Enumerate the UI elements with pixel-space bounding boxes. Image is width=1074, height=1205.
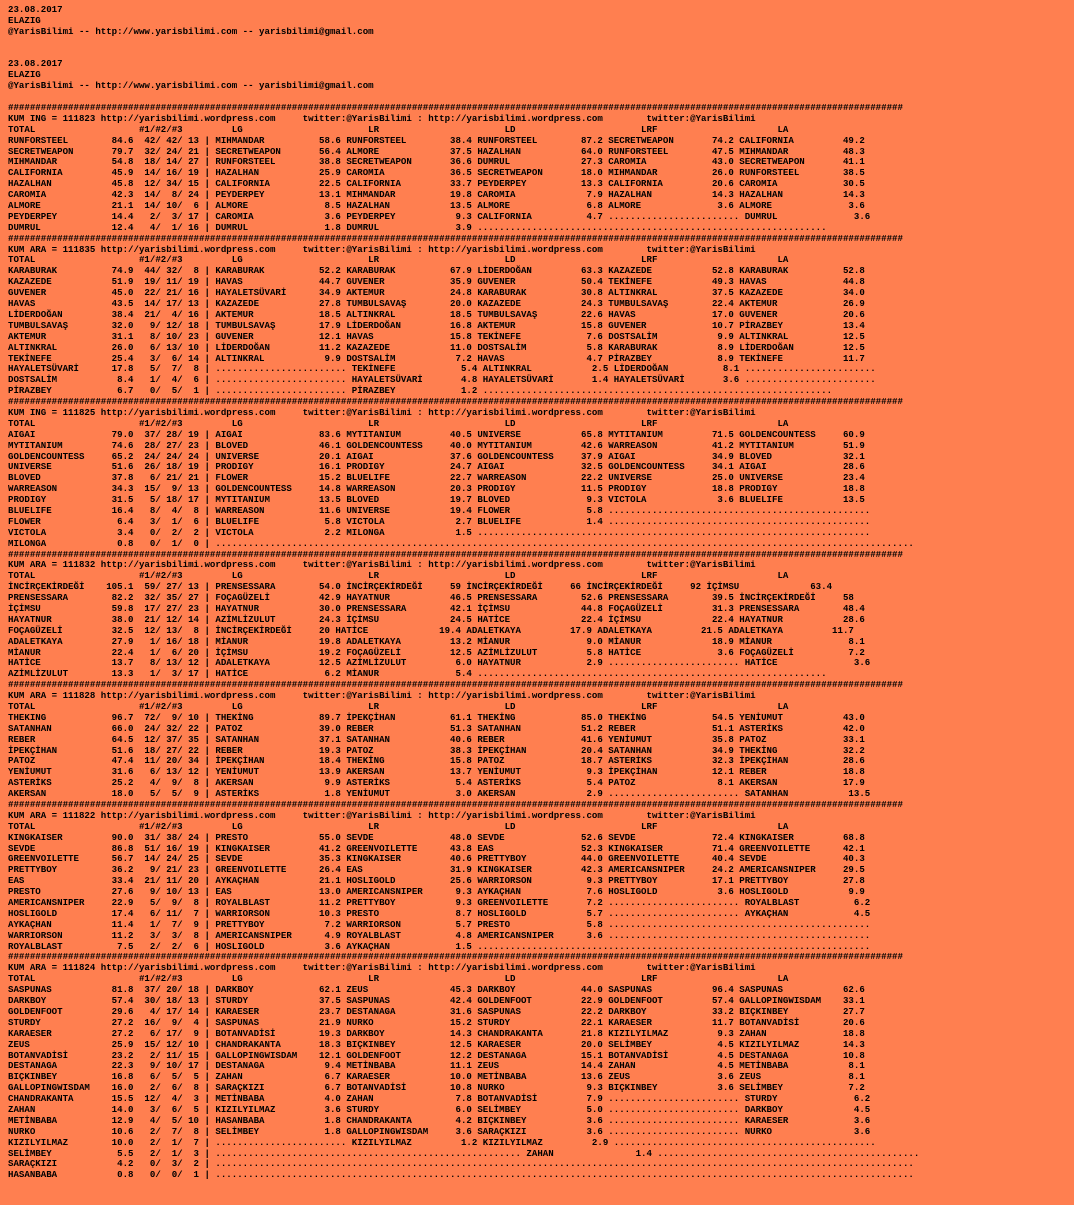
horse-row: SARAÇKIZI 4.2 0/ 3/ 2 | ................................................................................................................................ — [8, 1158, 914, 1170]
horse-row: SATANHAN 66.0 24/ 32/ 22 | PATOZ 39.0 REBER 51.3 SATANHAN 51.2 REBER 51.1 ASTERİKS 42.0 — [8, 722, 865, 734]
column-header: TOTAL #1/#2/#3 LG LR LD LRF LA — [8, 701, 789, 712]
horse-row: DUMRUL 12.4 4/ 1/ 16 | DUMRUL 1.8 DUMRUL 3.9 ................................................................ — [8, 221, 827, 233]
location-name: ELAZIG — [8, 14, 41, 26]
horse-row: HAZALHAN 45.8 12/ 34/ 15 | CALIFORNIA 22.5 CALIFORNIA 33.7 PEYDERPEY 13.3 CALIFORNIA 20.6 CAROMIA 30.5 — [8, 178, 865, 190]
horse-row: VICTOLA 3.4 0/ 2/ 2 | VICTOLA 2.2 MILONGA 1.5 ........................................................................ — [8, 526, 871, 538]
horse-row: AMERICANSNIPER 22.9 5/ 9/ 8 | ROYALBLAST 11.2 PRETTYBOY 9.3 GREENVOILETTE 7.2 ........................ ROYALBLAST 6.2 — [8, 897, 871, 909]
column-header: TOTAL #1/#2/#3 LG LR LD LRF LA — [8, 417, 789, 429]
horse-row: AKTEMUR 31.1 8/ 10/ 23 | GUVENER 12.1 HAVAS 15.8 TEKİNEFE 7.6 DOSTSALİM 9.9 ALTINKRAL 12.5 — [8, 330, 865, 342]
horse-row: ADALETKAYA 27.9 1/ 16/ 18 | MİANUR 19.8 ADALETKAYA 13.2 MİANUR 9.0 MİANUR 18.9 MİANUR 8.1 — [8, 635, 865, 647]
horse-row: BIÇKINBEY 16.8 6/ 5/ 5 | ZAHAN 6.7 KARAESER 10.0 METİNBABA 13.6 ZEUS 3.6 ZEUS 8.1 — [8, 1071, 865, 1083]
horse-row: REBER 64.5 12/ 37/ 35 | SATANHAN 37.1 SATANHAN 40.6 REBER 41.6 YENİUMUT 35.8 PATOZ 33.1 — [8, 733, 865, 745]
horse-row: FLOWER 6.4 3/ 1/ 6 | BLUELIFE 5.8 VICTOLA 2.7 BLUELIFE 1.4 ................................................ — [8, 515, 871, 527]
horse-row: SASPUNAS 81.8 37/ 20/ 18 | DARKBOY 62.1 ZEUS 45.3 DARKBOY 44.0 SASPUNAS 96.4 SASPUNAS 62.6 — [8, 984, 865, 996]
horse-row: UNIVERSE 51.6 26/ 18/ 19 | PRODIGY 16.1 PRODIGY 24.7 AIGAI 32.5 GOLDENCOUNTESS 34.1 AIGAI 28.6 — [8, 461, 865, 473]
column-header: TOTAL #1/#2/#3 LG LR LD LRF LA — [8, 820, 789, 832]
location-name: ELAZIG — [8, 69, 41, 81]
horse-row: BOTANVADİSİ 23.2 2/ 11/ 15 | GALLOPINGWISDAM 12.1 GOLDENFOOT 12.2 DESTANAGA 15.1 BOTANVADİSİ 4.5 DESTANAGA 10.8 — [8, 1049, 865, 1061]
horse-row: METİNBABA 12.9 4/ 5/ 10 | HASANBABA 1.8 CHANDRAKANTA 4.2 BIÇKINBEY 3.6 ........................ KARAESER 3.6 — [8, 1114, 871, 1126]
horse-row: CALIFORNIA 45.9 14/ 16/ 19 | HAZALHAN 25.9 CAROMIA 36.5 SECRETWEAPON 18.0 MIHMANDAR 26.0 RUNFORSTEEL 38.5 — [8, 167, 865, 179]
horse-row: ZEUS 25.9 15/ 12/ 10 | CHANDRAKANTA 18.3 BIÇKINBEY 12.5 KARAESER 20.0 SELİMBEY 4.5 KIZILYILMAZ 14.3 — [8, 1038, 865, 1050]
horse-row: PRODIGY 31.5 5/ 18/ 17 | MYTITANIUM 13.5 BLOVED 19.7 BLOVED 9.3 VICTOLA 3.6 BLUELIFE 13.5 — [8, 494, 865, 506]
horse-row: AKERSAN 18.0 5/ 5/ 9 | ASTERİKS 1.8 YENİUMUT 3.0 AKERSAN 2.9 ........................ SATANHAN 13.5 — [8, 788, 871, 800]
horse-row: GREENVOILETTE 56.7 14/ 24/ 25 | SEVDE 35.3 KINGKAISER 40.6 PRETTYBOY 44.0 GREENVOILETTE 40.4 SEVDE 40.3 — [8, 853, 865, 865]
race-header: KUM ARA = 111835 http://yarisbilimi.wordpress.com twitter:@YarisBilimi : http://yarisbilimi.wordpress.com twitter:@YarisBilimi — [8, 243, 756, 255]
horse-row: İÇİMSU 59.8 17/ 27/ 23 | HAYATNUR 30.0 PRENSESSARA 42.1 İÇİMSU 44.8 FOÇAGÜZELİ 31.3 PRENSESSARA 48.4 — [8, 602, 865, 614]
horse-row: HOSLIGOLD 17.4 6/ 11/ 7 | WARRIORSON 10.3 PRESTO 8.7 HOSLIGOLD 5.7 ........................ AYKAÇHAN 4.5 — [8, 907, 871, 919]
horse-row: GUVENER 45.0 22/ 21/ 16 | HAYALETSÜVARİ 34.9 AKTEMUR 24.8 KARABURAK 30.8 ALTINKRAL 37.5 KAZAZEDE 34.0 — [8, 287, 865, 299]
race-header: KUM ING = 111823 http://yarisbilimi.wordpress.com twitter:@YarisBilimi : http://yarisbilimi.wordpress.com twitter:@YarisBilimi — [8, 112, 756, 124]
horse-row: ASTERİKS 25.2 4/ 9/ 8 | AKERSAN 9.9 ASTERİKS 5.4 ASTERİKS 5.4 PATOZ 8.1 AKERSAN 17.9 — [8, 777, 865, 789]
horse-row: HAYALETSÜVARİ 17.8 5/ 7/ 8 | ........................ TEKİNEFE 5.4 ALTINKRAL 2.5 LİDERDOĞAN 8.1 ........................ — [8, 363, 876, 375]
horse-row: YENİUMUT 31.6 6/ 13/ 12 | YENİUMUT 13.9 AKERSAN 13.7 YENİUMUT 9.3 İPEKÇİHAN 12.1 REBER 18.8 — [8, 766, 865, 778]
horse-row: GOLDENFOOT 29.6 4/ 17/ 14 | KARAESER 23.7 DESTANAGA 31.6 SASPUNAS 22.2 DARKBOY 33.2 BIÇKINBEY 27.7 — [8, 1005, 865, 1017]
horse-row: ROYALBLAST 7.5 2/ 2/ 6 | HOSLIGOLD 3.6 AYKAÇHAN 1.5 ........................................................................ — [8, 940, 871, 952]
horse-row: SEVDE 86.8 51/ 16/ 19 | KINGKAISER 41.2 GREENVOILETTE 43.8 EAS 52.3 KINGKAISER 71.4 GREENVOILETTE 42.1 — [8, 842, 865, 854]
section-separator: #################################################################################################################################################################### — [8, 679, 903, 691]
horse-row: FOÇAGÜZELİ 32.5 12/ 13/ 8 | İNCİRÇEKİRDEĞİ 20 HATİCE 19.4 ADALETKAYA 17.9 ADALETKAYA 21.5 ADALETKAYA 11.7 — [8, 624, 854, 636]
horse-row: KIZILYILMAZ 10.0 2/ 1/ 7 | ........................ KIZILYILMAZ 1.2 KIZILYILMAZ 2.9 ................................................ — [8, 1136, 876, 1148]
section-separator: #################################################################################################################################################################### — [8, 799, 903, 811]
race-header: KUM ARA = 111824 http://yarisbilimi.wordpress.com twitter:@YarisBilimi : http://yarisbilimi.wordpress.com twitter:@YarisBilimi — [8, 962, 756, 974]
horse-row: PRETTYBOY 36.2 9/ 21/ 23 | GREENVOILETTE 26.4 EAS 31.9 KINGKAISER 42.3 AMERICANSNIPER 24.2 AMERICANSNIPER 29.5 — [8, 864, 865, 876]
horse-row: STURDY 27.2 16/ 9/ 4 | SASPUNAS 21.9 NURKO 15.2 STURDY 22.1 KARAESER 11.7 BOTANVADİSİ 20.6 — [8, 1016, 865, 1028]
contact-line: @YarisBilimi -- http://www.yarisbilimi.com -- yarisbilimi@gmail.com — [8, 25, 374, 37]
horse-row: EAS 33.4 21/ 11/ 20 | AYKAÇHAN 21.1 HOSLIGOLD 25.6 WARRIORSON 9.3 PRETTYBOY 17.1 PRETTYBOY 27.8 — [8, 875, 865, 887]
horse-row: THEKING 96.7 72/ 9/ 10 | THEKİNG 89.7 İPEKÇİHAN 61.1 THEKİNG 85.0 THEKİNG 54.5 YENİUMUT 43.0 — [8, 711, 865, 723]
horse-row: RUNFORSTEEL 84.6 42/ 42/ 13 | MIHMANDAR 58.6 RUNFORSTEEL 38.4 RUNFORSTEEL 87.2 SECRETWEAPON 74.2 CALIFORNIA 49.2 — [8, 134, 865, 146]
horse-row: PEYDERPEY 14.4 2/ 3/ 17 | CAROMIA 3.6 PEYDERPEY 9.3 CALIFORNIA 4.7 ........................ DUMRUL 3.6 — [8, 210, 871, 222]
section-separator: #################################################################################################################################################################### — [8, 951, 903, 963]
horse-row: TEKİNEFE 25.4 3/ 6/ 14 | ALTINKRAL 9.9 DOSTSALİM 7.2 HAVAS 4.7 PİRAZBEY 8.9 TEKİNEFE 11.7 — [8, 352, 865, 364]
horse-row: LİDERDOĞAN 38.4 21/ 4/ 16 | AKTEMUR 18.5 ALTINKRAL 18.5 TUMBULSAVAŞ 22.6 HAVAS 17.0 GUVENER 20.6 — [8, 308, 865, 320]
horse-row: PRENSESSARA 82.2 32/ 35/ 27 | FOÇAGÜZELİ 42.9 HAYATNUR 46.5 PRENSESSARA 52.6 PRENSESSARA 39.5 İNCİRÇEKİRDEĞİ 58 — [8, 592, 854, 604]
horse-row: SECRETWEAPON 79.7 32/ 24/ 21 | SECRETWEAPON 56.4 ALMORE 37.5 HAZALHAN 64.0 RUNFORSTEEL 47.5 MIHMANDAR 48.3 — [8, 145, 865, 157]
horse-row: DESTANAGA 22.3 9/ 10/ 17 | DESTANAGA 9.4 METİNBABA 11.1 ZEUS 14.4 ZAHAN 4.5 METİNBABA 8.1 — [8, 1060, 865, 1072]
horse-row: CAROMIA 42.3 14/ 8/ 24 | PEYDERPEY 13.1 MIHMANDAR 19.8 CAROMIA 7.9 HAZALHAN 14.3 HAZALHAN 14.3 — [8, 189, 865, 201]
horse-row: AZİMLİZULUT 13.3 1/ 3/ 17 | HATİCE 6.2 MİANUR 5.4 ................................................................ — [8, 668, 827, 680]
horse-row: DARKBOY 57.4 30/ 18/ 13 | STURDY 37.5 SASPUNAS 42.4 GOLDENFOOT 22.9 GOLDENFOOT 57.4 GALLOPINGWISDAM 33.1 — [8, 995, 865, 1007]
horse-row: HATİCE 13.7 8/ 13/ 12 | ADALETKAYA 12.5 AZİMLİZULUT 6.0 HAYATNUR 2.9 ........................ HATİCE 3.6 — [8, 657, 871, 669]
horse-row: SELİMBEY 5.5 2/ 1/ 3 | ........................................................ ZAHAN 1.4 ................................................ — [8, 1147, 920, 1159]
horse-row: MIHMANDAR 54.8 18/ 14/ 27 | RUNFORSTEEL 38.8 SECRETWEAPON 36.6 DUMRUL 27.3 CAROMIA 43.0 SECRETWEAPON 41.1 — [8, 156, 865, 168]
horse-row: BLOVED 37.8 6/ 21/ 21 | FLOWER 15.2 BLUELIFE 22.7 WARREASON 22.2 UNIVERSE 25.0 UNIVERSE 23.4 — [8, 472, 865, 484]
horse-row: TUMBULSAVAŞ 32.0 9/ 12/ 18 | TUMBULSAVAŞ 17.9 LİDERDOĞAN 16.8 AKTEMUR 15.8 GUVENER 10.7 PİRAZBEY 13.4 — [8, 319, 865, 331]
section-separator: #################################################################################################################################################################### — [8, 102, 903, 114]
horse-row: CHANDRAKANTA 15.5 12/ 4/ 3 | METİNBABA 4.0 ZAHAN 7.8 BOTANVADİSİ 7.9 ........................ STURDY 6.2 — [8, 1093, 871, 1105]
horse-row: GOLDENCOUNTESS 65.2 24/ 24/ 24 | UNIVERSE 20.1 AIGAI 37.6 GOLDENCOUNTESS 37.9 AIGAI 34.9 BLOVED 32.1 — [8, 450, 865, 462]
contact-line: @YarisBilimi -- http://www.yarisbilimi.com -- yarisbilimi@gmail.com — [8, 80, 374, 92]
horse-row: PİRAZBEY 6.7 0/ 5/ 1 | ........................ PİRAZBEY 1.2 ................................................................ — [8, 385, 833, 397]
horse-row: AYKAÇHAN 11.4 1/ 7/ 9 | PRETTYBOY 7.2 WARRIORSON 5.7 PRESTO 5.8 ................................................ — [8, 918, 871, 930]
column-header: TOTAL #1/#2/#3 LG LR LD LRF LA — [8, 973, 789, 985]
horse-row: ALMORE 21.1 14/ 10/ 6 | ALMORE 8.5 HAZALHAN 13.5 ALMORE 6.8 ALMORE 3.6 ALMORE 3.6 — [8, 200, 865, 212]
blank-line — [8, 38, 1074, 49]
horse-row: İPEKÇİHAN 51.6 18/ 27/ 22 | REBER 19.3 PATOZ 38.3 İPEKÇİHAN 20.4 SATANHAN 34.9 THEKİNG 32.2 — [8, 744, 865, 756]
column-header: TOTAL #1/#2/#3 LG LR LD LRF LA — [8, 123, 789, 135]
blank-line — [8, 49, 1074, 60]
horse-row: WARRIORSON 11.2 3/ 3/ 8 | AMERICANSNIPER 4.9 ROYALBLAST 4.8 AMERICANSNIPER 3.6 ................................................ — [8, 929, 871, 941]
horse-row: KAZAZEDE 51.9 19/ 11/ 19 | HAVAS 44.7 GUVENER 35.9 GUVENER 50.4 TEKİNEFE 49.3 HAVAS 44.8 — [8, 276, 865, 288]
horse-row: MILONGA 0.8 0/ 1/ 0 | ................................................................................................................................ — [8, 537, 914, 549]
report-date: 23.08.2017 — [8, 58, 63, 70]
horse-row: İNCİRÇEKİRDEĞİ 105.1 59/ 27/ 13 | PRENSESSARA 54.0 İNCİRÇEKİRDEĞİ 59 İNCİRÇEKİRDEĞİ 66 İNCİRÇEKİRDEĞİ 92 İÇİMSU 63.4 — [8, 581, 833, 593]
horse-row: HAVAS 43.5 14/ 17/ 13 | KAZAZEDE 27.8 TUMBULSAVAŞ 20.0 KAZAZEDE 24.3 TUMBULSAVAŞ 22.4 AKTEMUR 26.9 — [8, 298, 865, 310]
horse-row: DOSTSALİM 8.4 1/ 4/ 6 | ........................ HAYALETSÜVARİ 4.8 HAYALETSÜVARİ 1.4 HAYALETSÜVARİ 3.6 ........................ — [8, 374, 876, 386]
horse-row: MİANUR 22.4 1/ 6/ 20 | İÇİMSU 19.2 FOÇAGÜZELİ 12.5 AZİMLİZULUT 5.8 HATİCE 3.6 FOÇAGÜZELİ 7.2 — [8, 646, 865, 658]
horse-row: AIGAI 79.0 37/ 28/ 19 | AIGAI 83.6 MYTITANIUM 40.5 UNIVERSE 65.8 MYTITANIUM 71.5 GOLDENCOUNTESS 60.9 — [8, 428, 865, 440]
race-header: KUM ARA = 111828 http://yarisbilimi.wordpress.com twitter:@YarisBilimi : http://yarisbilimi.wordpress.com twitter:@YarisBilimi — [8, 690, 756, 702]
race-header: KUM ARA = 111832 http://yarisbilimi.wordpress.com twitter:@YarisBilimi : http://yarisbilimi.wordpress.com twitter:@YarisBilimi — [8, 559, 756, 571]
horse-row: GALLOPINGWISDAM 16.0 2/ 6/ 8 | SARAÇKIZI 6.7 BOTANVADİSİ 10.8 NURKO 9.3 BIÇKINBEY 3.6 SELİMBEY 7.2 — [8, 1082, 865, 1094]
column-header: TOTAL #1/#2/#3 LG LR LD LRF LA — [8, 254, 789, 266]
horse-row: ZAHAN 14.0 3/ 6/ 5 | KIZILYILMAZ 3.6 STURDY 6.0 SELİMBEY 5.0 ........................ DARKBOY 4.5 — [8, 1103, 871, 1115]
horse-row: BLUELIFE 16.4 8/ 4/ 8 | WARREASON 11.6 UNIVERSE 19.4 FLOWER 5.8 ................................................ — [8, 504, 871, 516]
horse-row: ALTINKRAL 26.0 6/ 13/ 10 | LİDERDOĞAN 11.2 KAZAZEDE 11.0 DOSTSALİM 5.8 KARABURAK 8.9 LİDERDOĞAN 12.5 — [8, 341, 865, 353]
column-header: TOTAL #1/#2/#3 LG LR LD LRF LA — [8, 570, 789, 582]
horse-row: KINGKAISER 90.0 31/ 38/ 24 | PRESTO 55.0 SEVDE 48.0 SEVDE 52.6 SEVDE 72.4 KINGKAISER 68.8 — [8, 831, 865, 843]
section-separator: #################################################################################################################################################################### — [8, 548, 903, 560]
horse-row: WARREASON 34.3 15/ 9/ 13 | GOLDENCOUNTESS 14.8 WARREASON 20.3 PRODIGY 11.5 PRODIGY 18.8 PRODIGY 18.8 — [8, 483, 865, 495]
report-date: 23.08.2017 — [8, 4, 63, 15]
horse-row: KARAESER 27.2 6/ 17/ 9 | BOTANVADİSİ 19.3 DARKBOY 14.3 CHANDRAKANTA 21.8 KIZILYILMAZ 9.3 ZAHAN 18.8 — [8, 1027, 865, 1039]
horse-row: HASANBABA 0.8 0/ 0/ 1 | ................................................................................................................................ — [8, 1169, 914, 1181]
horse-row: NURKO 10.6 2/ 7/ 8 | SELİMBEY 1.8 GALLOPINGWISDAM 3.6 SARAÇKIZI 3.6 ........................ NURKO 3.6 — [8, 1125, 871, 1137]
section-separator: #################################################################################################################################################################### — [8, 396, 903, 408]
horse-row: MYTITANIUM 74.6 28/ 27/ 23 | BLOVED 46.1 GOLDENCOUNTESS 40.0 MYTITANIUM 42.6 WARREASON 41.2 MYTITANIUM 51.9 — [8, 439, 865, 451]
horse-row: KARABURAK 74.9 44/ 32/ 8 | KARABURAK 52.2 KARABURAK 67.9 LİDERDOĞAN 63.3 KAZAZEDE 52.8 KARABURAK 52.8 — [8, 265, 865, 277]
horse-row: PRESTO 27.6 9/ 10/ 13 | EAS 13.0 AMERICANSNIPER 9.3 AYKAÇHAN 7.6 HOSLIGOLD 3.6 HOSLIGOLD 9.9 — [8, 886, 865, 898]
race-header: KUM ARA = 111822 http://yarisbilimi.wordpress.com twitter:@YarisBilimi : http://yarisbilimi.wordpress.com twitter:@YarisBilimi — [8, 809, 756, 821]
horse-row: HAYATNUR 38.0 21/ 12/ 14 | AZİMLİZULUT 24.3 İÇİMSU 24.5 HATİCE 22.4 İÇİMSU 22.4 HAYATNUR 28.6 — [8, 613, 865, 625]
section-separator: #################################################################################################################################################################### — [8, 232, 903, 244]
race-header: KUM ING = 111825 http://yarisbilimi.wordpress.com twitter:@YarisBilimi : http://yarisbilimi.wordpress.com twitter:@YarisBilimi — [8, 406, 756, 418]
horse-row: PATOZ 47.4 11/ 20/ 34 | İPEKÇİHAN 18.4 THEKİNG 15.8 PATOZ 18.7 ASTERİKS 32.3 İPEKÇİHAN 28.6 — [8, 755, 865, 767]
